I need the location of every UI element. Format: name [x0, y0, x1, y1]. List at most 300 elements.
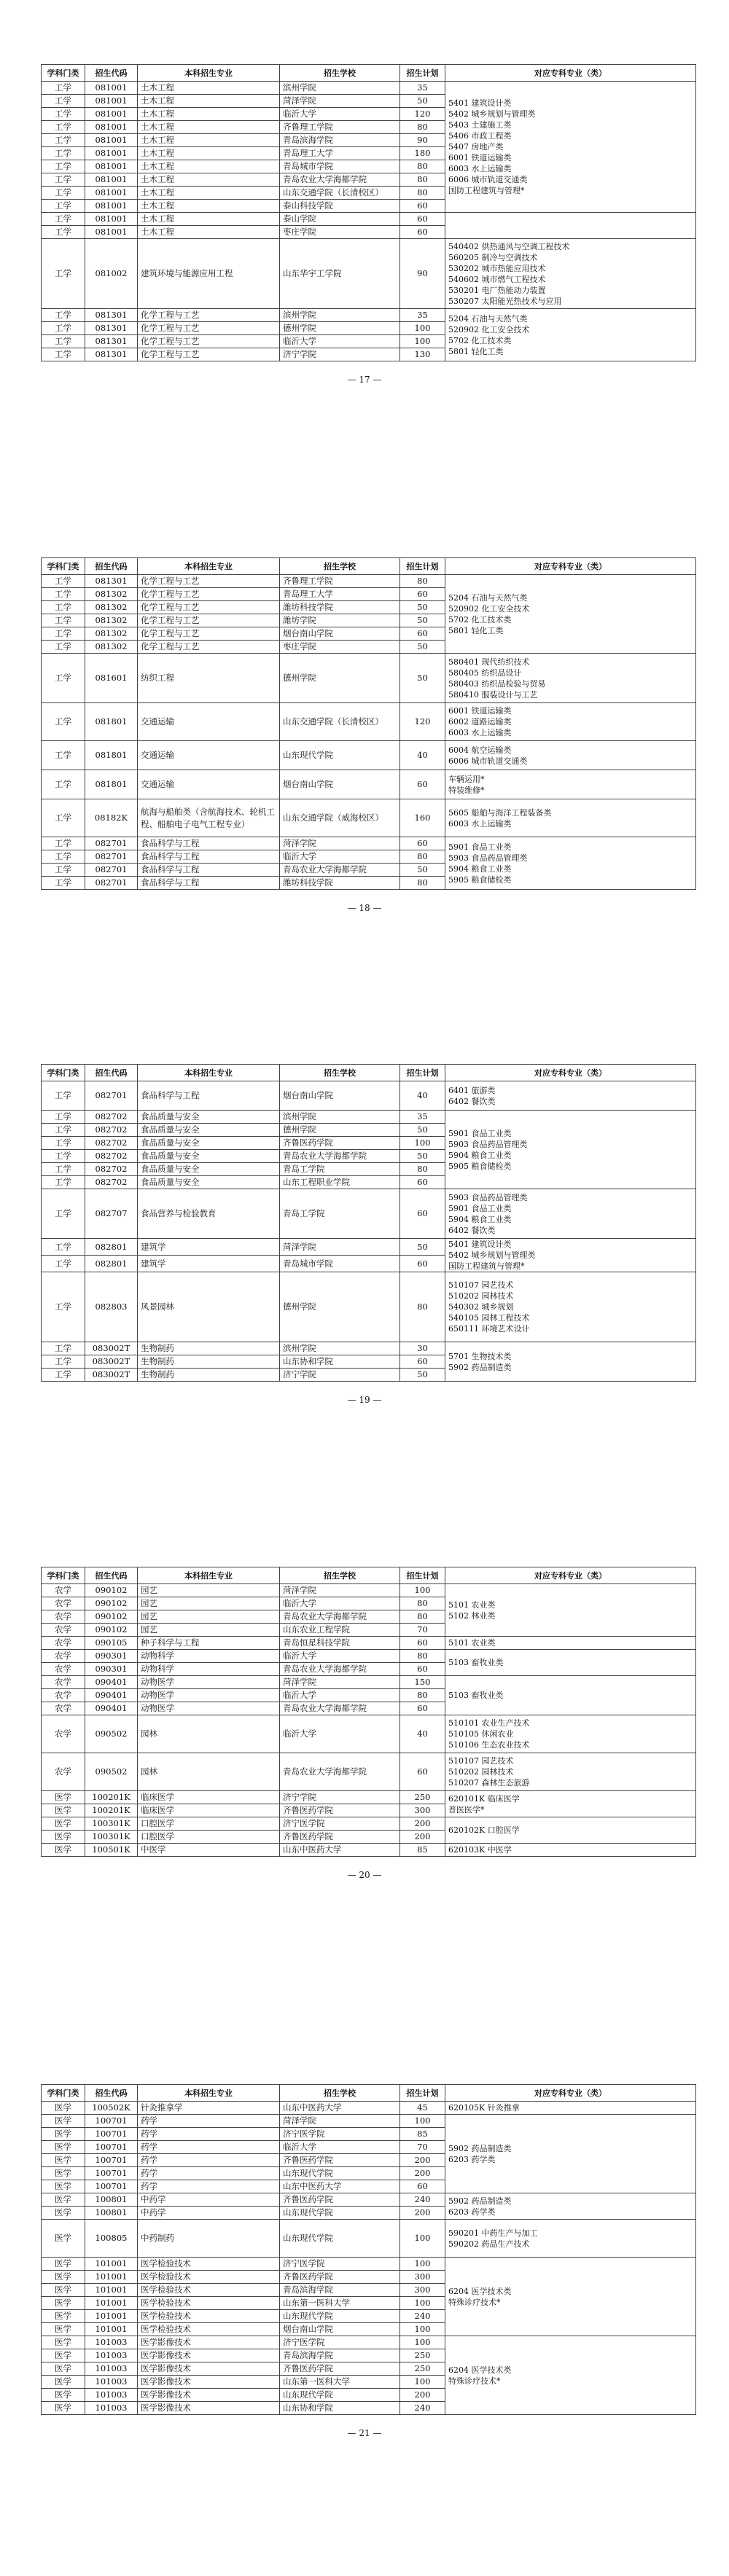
plan-cell: 90 — [400, 134, 445, 147]
discipline-cell: 工学 — [42, 1189, 85, 1239]
plan-cell: 100 — [400, 1584, 445, 1597]
discipline-cell: 工学 — [42, 1342, 85, 1355]
related-major-cell: 590201 中药生产与加工 590202 药品生产技术 — [445, 2220, 696, 2258]
column-header: 招生学校 — [280, 65, 400, 82]
plan-cell: 80 — [400, 187, 445, 200]
code-cell: 081002 — [85, 239, 138, 309]
school-cell: 潍坊科技学院 — [280, 877, 400, 890]
school-cell: 青岛滨海学院 — [280, 2284, 400, 2297]
school-cell: 齐鲁医药学院 — [280, 2154, 400, 2167]
plan-cell: 80 — [400, 1689, 445, 1702]
discipline-cell: 医学 — [42, 2154, 85, 2167]
major-cell: 生物制药 — [138, 1369, 280, 1382]
major-cell: 食品质量与安全 — [138, 1150, 280, 1163]
plan-cell: 35 — [400, 309, 445, 322]
school-cell: 临沂大学 — [280, 1597, 400, 1610]
discipline-cell: 医学 — [42, 2258, 85, 2271]
school-cell: 齐鲁医药学院 — [280, 2271, 400, 2284]
related-major-cell: 6004 航空运输类 6006 城市轨道交通类 — [445, 741, 696, 770]
major-cell: 生物制药 — [138, 1342, 280, 1355]
table-row — [42, 1189, 696, 1239]
plan-cell: 50 — [400, 654, 445, 703]
plan-cell: 60 — [400, 1256, 445, 1272]
plan-cell: 130 — [400, 348, 445, 361]
discipline-cell: 工学 — [42, 1137, 85, 1150]
plan-cell: 60 — [400, 213, 445, 226]
school-cell: 青岛城市学院 — [280, 160, 400, 173]
major-cell: 园艺 — [138, 1584, 280, 1597]
code-cell: 101001 — [85, 2284, 138, 2297]
code-cell: 082803 — [85, 1272, 138, 1342]
discipline-cell: 医学 — [42, 2349, 85, 2362]
code-cell: 090401 — [85, 1702, 138, 1715]
discipline-cell: 工学 — [42, 1124, 85, 1137]
school-cell: 临沂大学 — [280, 1689, 400, 1702]
table-row — [42, 2193, 696, 2207]
major-cell: 建筑环境与能源应用工程 — [138, 239, 280, 309]
plan-cell: 240 — [400, 2402, 445, 2415]
table-row — [42, 213, 696, 226]
discipline-cell: 医学 — [42, 2167, 85, 2180]
discipline-cell: 工学 — [42, 160, 85, 173]
column-header: 招生代码 — [85, 65, 138, 82]
school-cell: 青岛滨海学院 — [280, 134, 400, 147]
major-cell: 土木工程 — [138, 95, 280, 108]
code-cell: 101003 — [85, 2376, 138, 2389]
school-cell: 山东第一医科大学 — [280, 2376, 400, 2389]
code-cell: 082702 — [85, 1163, 138, 1176]
code-cell: 082701 — [85, 877, 138, 890]
major-cell: 土木工程 — [138, 200, 280, 213]
page-3 — [41, 1064, 695, 1382]
table-header-row — [42, 558, 696, 575]
code-cell: 081001 — [85, 134, 138, 147]
discipline-cell: 工学 — [42, 309, 85, 322]
school-cell: 山东现代学院 — [280, 2389, 400, 2402]
plan-cell: 250 — [400, 1791, 445, 1804]
table-row — [42, 2102, 696, 2115]
major-cell: 医学检验技术 — [138, 2284, 280, 2297]
related-major-cell: 620102K 口腔医学 — [445, 1817, 696, 1844]
code-cell: 101001 — [85, 2271, 138, 2284]
school-cell: 齐鲁医药学院 — [280, 2193, 400, 2207]
column-header: 学科门类 — [42, 65, 85, 82]
related-major-cell: 6204 医学技术类 特殊诊疗技术* — [445, 2258, 696, 2336]
school-cell: 青岛农业大学海都学院 — [280, 864, 400, 877]
code-cell: 101001 — [85, 2258, 138, 2271]
column-header: 本科招生专业 — [138, 1065, 280, 1081]
table-row — [42, 1081, 696, 1111]
discipline-cell: 工学 — [42, 348, 85, 361]
code-cell: 081301 — [85, 348, 138, 361]
major-cell: 航海与船舶类（含航海技术、轮机工程、船舶电子电气工程专业） — [138, 799, 280, 837]
major-cell: 风景园林 — [138, 1272, 280, 1342]
discipline-cell: 医学 — [42, 2376, 85, 2389]
code-cell: 100701 — [85, 2115, 138, 2128]
school-cell: 齐鲁医药学院 — [280, 1137, 400, 1150]
school-cell: 青岛农业大学海都学院 — [280, 1663, 400, 1676]
table-row — [42, 575, 696, 588]
plan-cell: 250 — [400, 2362, 445, 2376]
code-cell: 101003 — [85, 2362, 138, 2376]
discipline-cell: 工学 — [42, 837, 85, 850]
major-cell: 中药学 — [138, 2207, 280, 2220]
table-row — [42, 1272, 696, 1342]
column-header: 招生学校 — [280, 1065, 400, 1081]
discipline-cell: 工学 — [42, 601, 85, 614]
plan-cell: 100 — [400, 2323, 445, 2336]
major-cell: 临床医学 — [138, 1791, 280, 1804]
school-cell: 山东交通学院（长清校区） — [280, 703, 400, 741]
discipline-cell: 工学 — [42, 239, 85, 309]
column-header: 招生代码 — [85, 1065, 138, 1081]
major-cell: 园艺 — [138, 1610, 280, 1624]
major-cell: 药学 — [138, 2154, 280, 2167]
table-row — [42, 2220, 696, 2258]
discipline-cell: 医学 — [42, 2207, 85, 2220]
school-cell: 临沂大学 — [280, 335, 400, 348]
discipline-cell: 工学 — [42, 741, 85, 770]
major-cell: 医学影像技术 — [138, 2402, 280, 2415]
code-cell: 081302 — [85, 588, 138, 601]
plan-cell: 80 — [400, 1272, 445, 1342]
plan-cell: 50 — [400, 641, 445, 654]
school-cell: 临沂大学 — [280, 108, 400, 121]
discipline-cell: 医学 — [42, 1844, 85, 1857]
major-cell: 交通运输 — [138, 741, 280, 770]
code-cell: 081001 — [85, 213, 138, 226]
discipline-cell: 工学 — [42, 799, 85, 837]
plan-cell: 250 — [400, 2349, 445, 2362]
discipline-cell: 工学 — [42, 770, 85, 799]
code-cell: 101003 — [85, 2402, 138, 2415]
major-cell: 园艺 — [138, 1624, 280, 1637]
discipline-cell: 工学 — [42, 82, 85, 95]
plan-cell: 100 — [400, 335, 445, 348]
discipline-cell: 医学 — [42, 2220, 85, 2258]
discipline-cell: 工学 — [42, 147, 85, 160]
discipline-cell: 工学 — [42, 1163, 85, 1176]
code-cell: 090502 — [85, 1715, 138, 1753]
plan-cell: 85 — [400, 2128, 445, 2141]
related-major-cell: 510101 农业生产技术 510105 休闲农业 510106 生态农业技术 — [445, 1715, 696, 1753]
code-cell: 082801 — [85, 1239, 138, 1256]
discipline-cell: 农学 — [42, 1610, 85, 1624]
code-cell: 090301 — [85, 1650, 138, 1663]
code-cell: 100701 — [85, 2180, 138, 2193]
school-cell: 滨州学院 — [280, 309, 400, 322]
major-cell: 化学工程与工艺 — [138, 309, 280, 322]
related-major-cell: 540402 供热通风与空调工程技术 560205 制冷与空调技术 530202 城市热能应用技术 540602 城市燃气工程技术 530201 电厂热能动力装置 530207 太阳能光热技术与应用 — [445, 239, 696, 309]
school-cell: 滨州学院 — [280, 1111, 400, 1124]
code-cell: 101001 — [85, 2310, 138, 2323]
major-cell: 口腔医学 — [138, 1817, 280, 1831]
discipline-cell: 农学 — [42, 1650, 85, 1663]
discipline-cell: 工学 — [42, 121, 85, 134]
discipline-cell: 医学 — [42, 2284, 85, 2297]
major-cell: 化学工程与工艺 — [138, 627, 280, 641]
discipline-cell: 医学 — [42, 2102, 85, 2115]
plan-cell: 60 — [400, 226, 445, 239]
major-cell: 建筑学 — [138, 1256, 280, 1272]
major-cell: 土木工程 — [138, 213, 280, 226]
table-row — [42, 2115, 696, 2128]
discipline-cell: 工学 — [42, 226, 85, 239]
school-cell: 菏泽学院 — [280, 2115, 400, 2128]
discipline-cell: 农学 — [42, 1597, 85, 1610]
school-cell: 青岛农业大学海都学院 — [280, 173, 400, 187]
school-cell: 济宁学院 — [280, 348, 400, 361]
code-cell: 081302 — [85, 641, 138, 654]
plan-cell: 100 — [400, 2336, 445, 2349]
school-cell: 济宁学院 — [280, 1791, 400, 1804]
plan-cell: 60 — [400, 837, 445, 850]
school-cell: 山东现代学院 — [280, 741, 400, 770]
table-row — [42, 1753, 696, 1791]
plan-cell: 80 — [400, 1650, 445, 1663]
table-header-row — [42, 1567, 696, 1584]
table-header-row — [42, 2085, 696, 2102]
school-cell: 济宁学院 — [280, 1369, 400, 1382]
code-cell: 090105 — [85, 1637, 138, 1650]
major-cell: 医学影像技术 — [138, 2336, 280, 2349]
major-cell: 土木工程 — [138, 160, 280, 173]
plan-cell: 200 — [400, 1831, 445, 1844]
major-cell: 食品科学与工程 — [138, 864, 280, 877]
plan-cell: 30 — [400, 1342, 445, 1355]
discipline-cell: 工学 — [42, 588, 85, 601]
plan-cell: 60 — [400, 2180, 445, 2193]
related-major-cell: 5204 石油与天然气类 520902 化工安全技术 5702 化工技术类 5801 轻化工类 — [445, 575, 696, 654]
school-cell: 济宁医学院 — [280, 2336, 400, 2349]
table-row — [42, 2336, 696, 2349]
major-cell: 中药学 — [138, 2193, 280, 2207]
school-cell: 齐鲁理工学院 — [280, 575, 400, 588]
plan-cell: 60 — [400, 627, 445, 641]
code-cell: 081001 — [85, 173, 138, 187]
major-cell: 园林 — [138, 1753, 280, 1791]
major-cell: 医学检验技术 — [138, 2258, 280, 2271]
related-major-cell: 5401 建筑设计类 5402 城乡规划与管理类 国防工程建筑与管理* — [445, 1239, 696, 1272]
plan-cell: 80 — [400, 1163, 445, 1176]
plan-cell: 300 — [400, 2271, 445, 2284]
table-row — [42, 703, 696, 741]
code-cell: 081001 — [85, 95, 138, 108]
school-cell: 泰山科技学院 — [280, 200, 400, 213]
code-cell: 081301 — [85, 322, 138, 335]
major-cell: 土木工程 — [138, 108, 280, 121]
code-cell: 081001 — [85, 121, 138, 134]
code-cell: 081001 — [85, 200, 138, 213]
plan-cell: 80 — [400, 173, 445, 187]
major-cell: 食品科学与工程 — [138, 837, 280, 850]
discipline-cell: 工学 — [42, 703, 85, 741]
school-cell: 菏泽学院 — [280, 95, 400, 108]
code-cell: 100301K — [85, 1817, 138, 1831]
page-number: — 18 — — [347, 903, 382, 913]
page-2 — [41, 557, 695, 890]
code-cell: 081301 — [85, 335, 138, 348]
school-cell: 山东现代学院 — [280, 2220, 400, 2258]
plan-cell: 50 — [400, 95, 445, 108]
page-5 — [41, 2084, 695, 2415]
table-row — [42, 1111, 696, 1124]
school-cell: 临沂大学 — [280, 1650, 400, 1663]
plan-cell: 80 — [400, 1610, 445, 1624]
related-major-cell: 580401 现代纺织技术 580405 纺织品设计 580403 纺织品检验与贸易 580410 服装设计与工艺 — [445, 654, 696, 703]
plan-cell: 100 — [400, 2258, 445, 2271]
plan-cell: 200 — [400, 2207, 445, 2220]
plan-cell: 35 — [400, 82, 445, 95]
table-row — [42, 770, 696, 799]
discipline-cell: 医学 — [42, 1804, 85, 1817]
major-cell: 生物制药 — [138, 1355, 280, 1369]
major-cell: 土木工程 — [138, 173, 280, 187]
code-cell: 081801 — [85, 703, 138, 741]
related-major-cell: 5101 农业类 — [445, 1637, 696, 1650]
discipline-cell: 医学 — [42, 2297, 85, 2310]
related-major-cell: 6401 旅游类 6402 餐饮类 — [445, 1081, 696, 1111]
plan-cell: 80 — [400, 121, 445, 134]
code-cell: 082701 — [85, 864, 138, 877]
discipline-cell: 医学 — [42, 2141, 85, 2154]
column-header: 招生计划 — [400, 558, 445, 575]
code-cell: 100701 — [85, 2128, 138, 2141]
discipline-cell: 农学 — [42, 1584, 85, 1597]
code-cell: 081801 — [85, 770, 138, 799]
plan-cell: 100 — [400, 2220, 445, 2258]
code-cell: 101001 — [85, 2297, 138, 2310]
plan-cell: 90 — [400, 239, 445, 309]
plan-cell: 70 — [400, 1624, 445, 1637]
major-cell: 食品质量与安全 — [138, 1163, 280, 1176]
column-header: 学科门类 — [42, 1065, 85, 1081]
plan-cell: 40 — [400, 1715, 445, 1753]
column-header: 对应专科专业（类） — [445, 65, 696, 82]
code-cell: 090401 — [85, 1689, 138, 1702]
plan-cell: 240 — [400, 2310, 445, 2323]
plan-cell: 120 — [400, 703, 445, 741]
school-cell: 菏泽学院 — [280, 1239, 400, 1256]
major-cell: 食品科学与工程 — [138, 877, 280, 890]
plan-cell: 80 — [400, 877, 445, 890]
code-cell: 082707 — [85, 1189, 138, 1239]
table-row — [42, 1584, 696, 1597]
major-cell: 土木工程 — [138, 187, 280, 200]
related-major-cell: 5101 农业类 5102 林业类 — [445, 1584, 696, 1637]
discipline-cell: 工学 — [42, 187, 85, 200]
table-row — [42, 1637, 696, 1650]
major-cell: 土木工程 — [138, 121, 280, 134]
related-major-cell: 620105K 针灸推拿 — [445, 2102, 696, 2115]
school-cell: 山东中医药大学 — [280, 2102, 400, 2115]
major-cell: 土木工程 — [138, 82, 280, 95]
code-cell: 083002T — [85, 1355, 138, 1369]
major-cell: 交通运输 — [138, 770, 280, 799]
discipline-cell: 农学 — [42, 1753, 85, 1791]
discipline-cell: 工学 — [42, 1176, 85, 1189]
plan-cell: 60 — [400, 588, 445, 601]
discipline-cell: 工学 — [42, 614, 85, 627]
school-cell: 山东协和学院 — [280, 1355, 400, 1369]
column-header: 本科招生专业 — [138, 2085, 280, 2102]
discipline-cell: 工学 — [42, 864, 85, 877]
discipline-cell: 医学 — [42, 1831, 85, 1844]
major-cell: 临床医学 — [138, 1804, 280, 1817]
discipline-cell: 医学 — [42, 2389, 85, 2402]
code-cell: 081301 — [85, 575, 138, 588]
code-cell: 101001 — [85, 2323, 138, 2336]
code-cell: 100701 — [85, 2154, 138, 2167]
major-cell: 医学影像技术 — [138, 2362, 280, 2376]
school-cell: 烟台南山学院 — [280, 2323, 400, 2336]
discipline-cell: 医学 — [42, 2336, 85, 2349]
major-cell: 医学影像技术 — [138, 2376, 280, 2389]
page-number: — 17 — — [347, 375, 382, 385]
code-cell: 090301 — [85, 1663, 138, 1676]
discipline-cell: 工学 — [42, 134, 85, 147]
discipline-cell: 工学 — [42, 1239, 85, 1256]
school-cell: 青岛理工大学 — [280, 588, 400, 601]
discipline-cell: 医学 — [42, 2115, 85, 2128]
discipline-cell: 工学 — [42, 1272, 85, 1342]
plan-cell: 40 — [400, 1081, 445, 1111]
discipline-cell: 工学 — [42, 1355, 85, 1369]
plan-cell: 45 — [400, 2102, 445, 2115]
major-cell: 食品质量与安全 — [138, 1176, 280, 1189]
plan-cell: 60 — [400, 1637, 445, 1650]
discipline-cell: 工学 — [42, 575, 85, 588]
table-row — [42, 1676, 696, 1689]
code-cell: 100502K — [85, 2102, 138, 2115]
school-cell: 青岛农业大学海都学院 — [280, 1702, 400, 1715]
discipline-cell: 工学 — [42, 1111, 85, 1124]
code-cell: 100801 — [85, 2207, 138, 2220]
plan-cell: 40 — [400, 741, 445, 770]
column-header: 招生计划 — [400, 2085, 445, 2102]
code-cell: 100301K — [85, 1831, 138, 1844]
plan-cell: 50 — [400, 1124, 445, 1137]
code-cell: 08182K — [85, 799, 138, 837]
major-cell: 医学检验技术 — [138, 2323, 280, 2336]
major-cell: 药学 — [138, 2128, 280, 2141]
school-cell: 临沂大学 — [280, 2141, 400, 2154]
code-cell: 100501K — [85, 1844, 138, 1857]
table-row — [42, 1239, 696, 1256]
table-row — [42, 654, 696, 703]
plan-cell: 150 — [400, 1676, 445, 1689]
plan-cell: 50 — [400, 1369, 445, 1382]
major-cell: 医学影像技术 — [138, 2389, 280, 2402]
code-cell: 082702 — [85, 1111, 138, 1124]
discipline-cell: 医学 — [42, 2180, 85, 2193]
major-cell: 动物医学 — [138, 1702, 280, 1715]
major-cell: 化学工程与工艺 — [138, 348, 280, 361]
column-header: 对应专科专业（类） — [445, 1567, 696, 1584]
table-row — [42, 1715, 696, 1753]
related-major-cell — [445, 213, 696, 239]
table-row — [42, 309, 696, 322]
discipline-cell: 农学 — [42, 1624, 85, 1637]
code-cell: 082801 — [85, 1256, 138, 1272]
school-cell: 德州学院 — [280, 1272, 400, 1342]
school-cell: 青岛理工大学 — [280, 147, 400, 160]
related-major-cell: 5901 食品工业类 5903 食品药品管理类 5904 粮食工业类 5905 粮食储检类 — [445, 837, 696, 890]
related-major-cell: 车辆运用* 特装维修* — [445, 770, 696, 799]
code-cell: 081302 — [85, 627, 138, 641]
table-header-row — [42, 65, 696, 82]
major-cell: 食品质量与安全 — [138, 1111, 280, 1124]
